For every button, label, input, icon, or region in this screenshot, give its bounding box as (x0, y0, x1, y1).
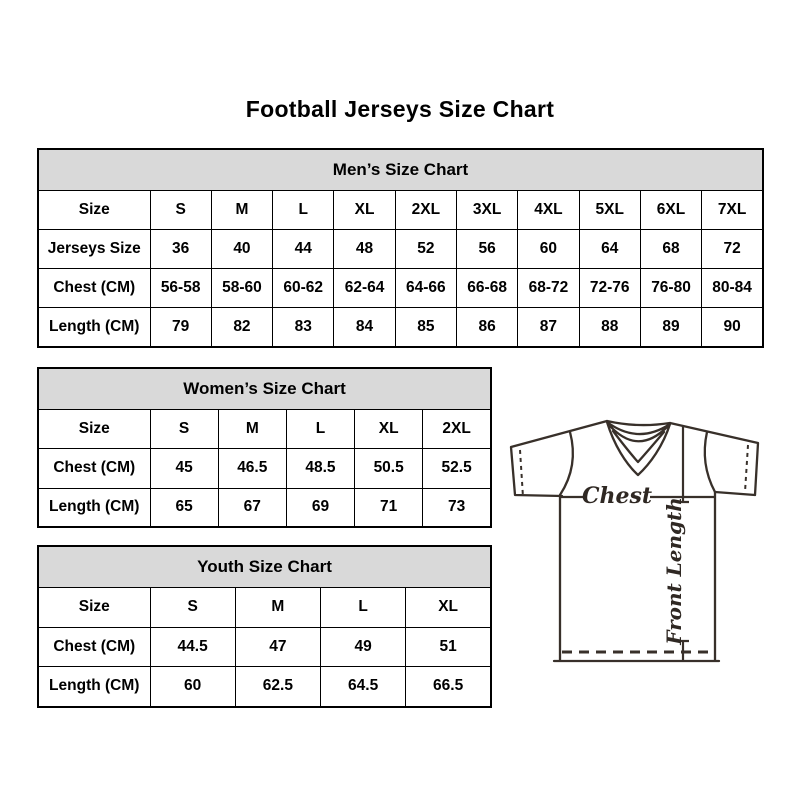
table-cell: 49 (321, 627, 406, 667)
row-label: Length (CM) (38, 667, 150, 707)
table-cell: 7XL (702, 191, 763, 230)
table-cell: 47 (235, 627, 320, 667)
table-cell: 72 (702, 230, 763, 269)
table-cell: 82 (211, 308, 272, 347)
table-cell: L (321, 588, 406, 628)
table-cell: 64 (579, 230, 640, 269)
youth-size-chart-table (37, 545, 492, 708)
right-cuff-seam-dashed (745, 445, 748, 492)
table-cell: 50.5 (355, 449, 423, 488)
table-cell: S (150, 410, 218, 449)
table-cell: 6XL (640, 191, 701, 230)
table-cell: 86 (456, 308, 517, 347)
table-cell: 67 (218, 488, 286, 527)
row-label: Jerseys Size (38, 230, 150, 269)
table-cell: 60 (518, 230, 579, 269)
row-label: Size (38, 191, 150, 230)
table-row (38, 588, 491, 628)
table-cell: 65 (150, 488, 218, 527)
table-cell: 64.5 (321, 667, 406, 707)
table-cell: 3XL (456, 191, 517, 230)
table-cell: 85 (395, 308, 456, 347)
table-cell: 46.5 (218, 449, 286, 488)
mens-chart-header-row (38, 149, 763, 191)
table-cell: 2XL (423, 410, 491, 449)
row-label: Chest (CM) (38, 269, 150, 308)
table-row (38, 308, 763, 347)
row-label: Size (38, 410, 150, 449)
youth-chart-header-row (38, 546, 491, 588)
table-cell: XL (355, 410, 423, 449)
table-cell: 44.5 (150, 627, 235, 667)
table-cell: L (273, 191, 334, 230)
table-row (38, 488, 491, 527)
chest-label: Chest (581, 483, 653, 509)
table-cell: M (235, 588, 320, 628)
row-label: Chest (CM) (38, 627, 150, 667)
table-cell: 56-58 (150, 269, 211, 308)
youth-chart-header: Youth Size Chart (38, 546, 491, 588)
table-cell: 80-84 (702, 269, 763, 308)
womens-chart-header: Women’s Size Chart (38, 368, 491, 410)
table-cell: 88 (579, 308, 640, 347)
womens-chart-header-row (38, 368, 491, 410)
table-cell: 72-76 (579, 269, 640, 308)
table-cell: 76-80 (640, 269, 701, 308)
table-cell: L (286, 410, 354, 449)
table-cell: 89 (640, 308, 701, 347)
row-label: Size (38, 588, 150, 628)
womens-size-chart-table (37, 367, 492, 528)
jersey-measurement-diagram (498, 398, 778, 678)
table-cell: 79 (150, 308, 211, 347)
table-cell: M (218, 410, 286, 449)
table-row (38, 269, 763, 308)
table-row (38, 667, 491, 707)
table-cell: 48.5 (286, 449, 354, 488)
table-row (38, 230, 763, 269)
table-cell: 84 (334, 308, 395, 347)
page-title: Football Jerseys Size Chart (245, 96, 555, 122)
table-cell: 68-72 (518, 269, 579, 308)
table-cell: 45 (150, 449, 218, 488)
table-cell: 4XL (518, 191, 579, 230)
jersey-left-armhole-seam (560, 432, 573, 495)
table-cell: S (150, 191, 211, 230)
jersey-right-armhole-seam (705, 432, 715, 492)
table-cell: 66-68 (456, 269, 517, 308)
table-cell: 68 (640, 230, 701, 269)
table-cell: XL (334, 191, 395, 230)
row-label: Chest (CM) (38, 449, 150, 488)
table-cell: 60-62 (273, 269, 334, 308)
table-cell: 87 (518, 308, 579, 347)
table-cell: 44 (273, 230, 334, 269)
mens-size-chart-table (37, 148, 764, 348)
table-cell: 52.5 (423, 449, 491, 488)
table-cell: 83 (273, 308, 334, 347)
table-cell: 52 (395, 230, 456, 269)
row-label: Length (CM) (38, 488, 150, 527)
table-cell: 51 (406, 627, 491, 667)
table-cell: 40 (211, 230, 272, 269)
mens-chart-header: Men’s Size Chart (38, 149, 763, 191)
table-cell: S (150, 588, 235, 628)
table-cell: 36 (150, 230, 211, 269)
table-cell: XL (406, 588, 491, 628)
row-label: Length (CM) (38, 308, 150, 347)
table-cell: M (211, 191, 272, 230)
table-cell: 69 (286, 488, 354, 527)
front-length-label: Front Length (662, 497, 686, 645)
table-cell: 71 (355, 488, 423, 527)
table-cell: 58-60 (211, 269, 272, 308)
table-row (38, 410, 491, 449)
jersey-vneck-collar (607, 421, 670, 475)
table-cell: 60 (150, 667, 235, 707)
table-cell: 56 (456, 230, 517, 269)
table-row (38, 191, 763, 230)
table-cell: 5XL (579, 191, 640, 230)
table-cell: 2XL (395, 191, 456, 230)
left-cuff-seam-dashed (520, 450, 523, 497)
table-cell: 62-64 (334, 269, 395, 308)
table-cell: 62.5 (235, 667, 320, 707)
table-cell: 66.5 (406, 667, 491, 707)
table-row (38, 627, 491, 667)
table-cell: 73 (423, 488, 491, 527)
table-row (38, 449, 491, 488)
jersey-body-outline (554, 492, 719, 661)
table-cell: 64-66 (395, 269, 456, 308)
table-cell: 48 (334, 230, 395, 269)
table-cell: 90 (702, 308, 763, 347)
